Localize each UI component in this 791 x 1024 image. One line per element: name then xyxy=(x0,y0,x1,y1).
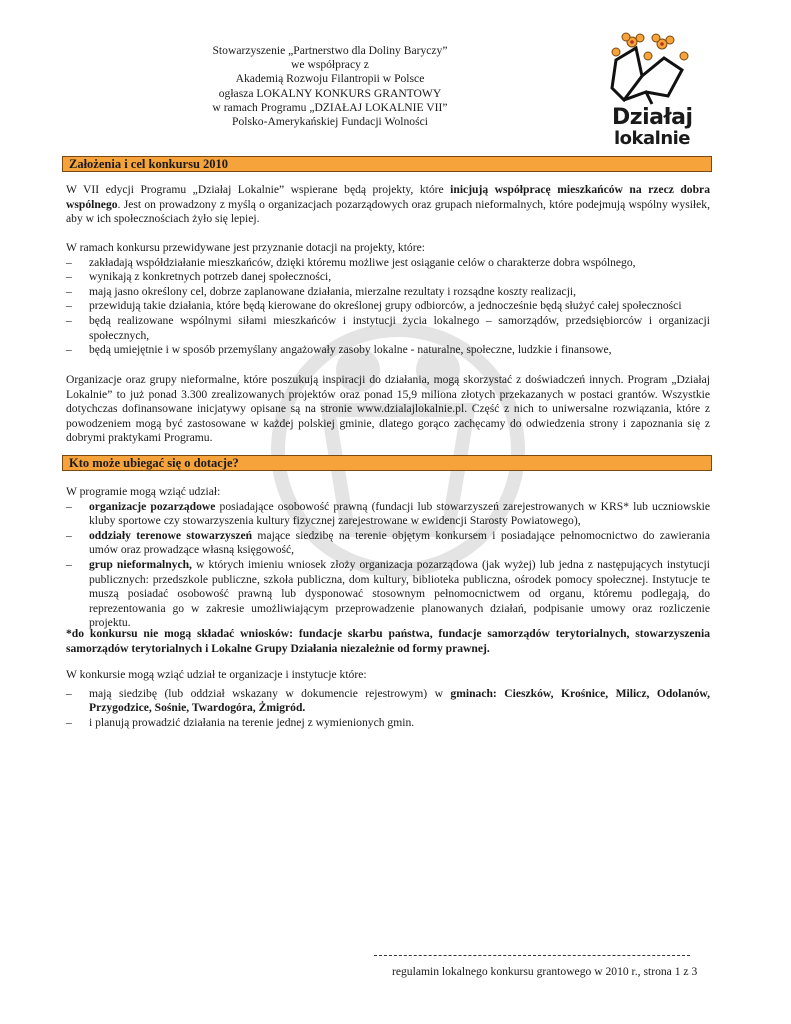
list-item: – grup nieformalnych, w których imieniu wniosek złoży organizacja pozarządowa (jak wyżej) lub jedna z następujących instytucji publicznych: przedszkole publiczne, szkoła publiczna, dom kultury, biblioteka publiczna, ośrodek pomocy społecznej. Instytucje te muszą posiadać osobowość prawną lub dysponować stosownym pełnomocnictwem od organu, któremu podlegają, do reprezentowania go w zakresie umożliwiającym przeprowadzenie planowanych działań, podpisanie umowy oraz rozliczenie projektu. xyxy=(66,557,710,630)
text-run: W VII edycji Programu „Działaj Lokalnie” wspierane będą projekty, które xyxy=(66,183,451,196)
logo-text-line2: lokalnie xyxy=(614,128,691,149)
header-line: w ramach Programu „DZIAŁAJ LOKALNIE VII” xyxy=(212,100,448,114)
eligible-list xyxy=(66,500,710,631)
list-item: – i planują prowadzić działania na terenie jednej z wymienionych gmin. xyxy=(66,715,415,729)
bold-text: *do konkursu nie mogą składać wniosków: fundacje skarbu państwa, fundacje samorządów terytorialnych, stowarzyszenia samorządów terytorialnych i Lokalne Grupy Działania niezależnie od formy prawnej. xyxy=(66,627,710,655)
section-goals-list xyxy=(66,241,710,358)
list-intro: W konkursie mogą wziąć udział te organizacje i instytucje które: xyxy=(66,668,367,681)
paragraph xyxy=(66,183,710,227)
header-line: Polsko-Amerykańskiej Fundacji Wolności xyxy=(232,115,428,129)
section-goals-para2 xyxy=(66,373,710,446)
section-goals-body xyxy=(66,183,710,227)
list-item: – oddziały terenowe stowarzyszeń mające siedzibę na terenie objętym konkursem i posiadające pełnomocnictwo do zawierania umów oraz prowadzące własną księgowość, xyxy=(66,528,710,557)
list-item: – zakładają współdziałanie mieszkańców, dzięki któremu możliwe jest osiąganie celów o charakterze dobra wspólnego, xyxy=(66,255,636,269)
bold-text: inicjują współpracę mieszkańców na rzecz dobra wspólnego xyxy=(66,183,710,211)
list-item: – wynikają z konkretnych potrzeb danej społeczności, xyxy=(66,270,332,284)
header-block xyxy=(150,44,510,129)
header-line: ogłasza LOKALNY KONKURS GRANTOWY xyxy=(218,86,442,100)
conditions-block xyxy=(66,668,710,730)
paragraph: Organizacje oraz grupy nieformalne, które poszukują inspiracji do działania, mogą skorzystać z doświadczeń innych. Program „Działaj Lokalnie” to już ponad 3.300 zrealizowanych projektów oraz ponad 15,9 miliona złotych przekazanych w postaci grantów. Wszystkie dotychczas dofinansowane inicjatywy opisane są na stronie www.dzialajlokalnie.pl. Część z nich to uniwersalne rozwiązania, które z powodzeniem mogą być zastosowane w każdej polskiej gminie, dlatego gorąco zachęcamy do odwiedzenia strony i zapoznania się z dobrymi praktykami Programu. xyxy=(66,373,710,445)
list-item: – organizacje pozarządowe posiadające osobowość prawną (fundacji lub stowarzyszeń zarejestrowanych w KRS* lub uczniowskie kluby sportowe czy stowarzyszenia kultury fizycznej zarejestrowane w ewidencji Starosty Powiatowego), xyxy=(66,499,710,528)
list-intro: W programie mogą wziąć udział: xyxy=(66,485,221,498)
list-item: – będą umiejętnie i w sposób przemyślany angażowały zasoby lokalne - naturalne, społeczne, ludzkie i finansowe, xyxy=(66,343,612,357)
section-eligibility-body xyxy=(66,485,710,631)
text-run: . Jest on prowadzony z myślą o organizacjach pozarządowych oraz grupach nieformalnych, które podejmują wspólny wysiłek, aby w ich społecznościach żyło się lepiej. xyxy=(66,197,710,226)
section-heading-eligibility: Kto może ubiegać się o dotacje? xyxy=(62,455,712,471)
page-footer: regulamin lokalnego konkursu grantowego w 2010 r., strona 1 z 3 xyxy=(392,965,698,978)
section-heading-goals: Założenia i cel konkursu 2010 xyxy=(62,156,712,172)
conditions-list xyxy=(66,687,710,731)
list-item: – mają jasno określony cel, dobrze zaplanowane działania, mierzalne rezultaty i rozsądne koszty realizacji, xyxy=(66,284,577,298)
list-intro: W ramach konkursu przewidywane jest przyznanie dotacji na projekty, które: xyxy=(66,241,425,254)
list-item: – będą realizowane wspólnymi siłami mieszkańców i instytucji życia lokalnego – samorządów, przedsiębiorców i organizacji społecznych, xyxy=(66,313,710,342)
header-line: Akademią Rozwoju Filantropii w Polsce xyxy=(235,72,425,86)
list-item: – przewidują takie działania, które będą kierowane do określonej grupy odbiorców, a jednocześnie będą służyć całej społeczności xyxy=(66,299,682,313)
exclusion-note xyxy=(66,627,710,656)
list-item: – mają siedzibę (lub oddział wskazany w dokumencie rejestrowym) w gminach: Cieszków, Krośnice, Milicz, Odolanów, Przygodzice, Sośnie, Twardogóra, Żmigród. xyxy=(66,686,710,715)
criteria-list xyxy=(66,256,710,358)
logo-text-line1: Działaj xyxy=(612,105,693,130)
footer-divider xyxy=(374,955,690,956)
header-line: we współpracy z xyxy=(291,58,369,72)
header-line: Stowarzyszenie „Partnerstwo dla Doliny Baryczy” xyxy=(212,44,448,57)
